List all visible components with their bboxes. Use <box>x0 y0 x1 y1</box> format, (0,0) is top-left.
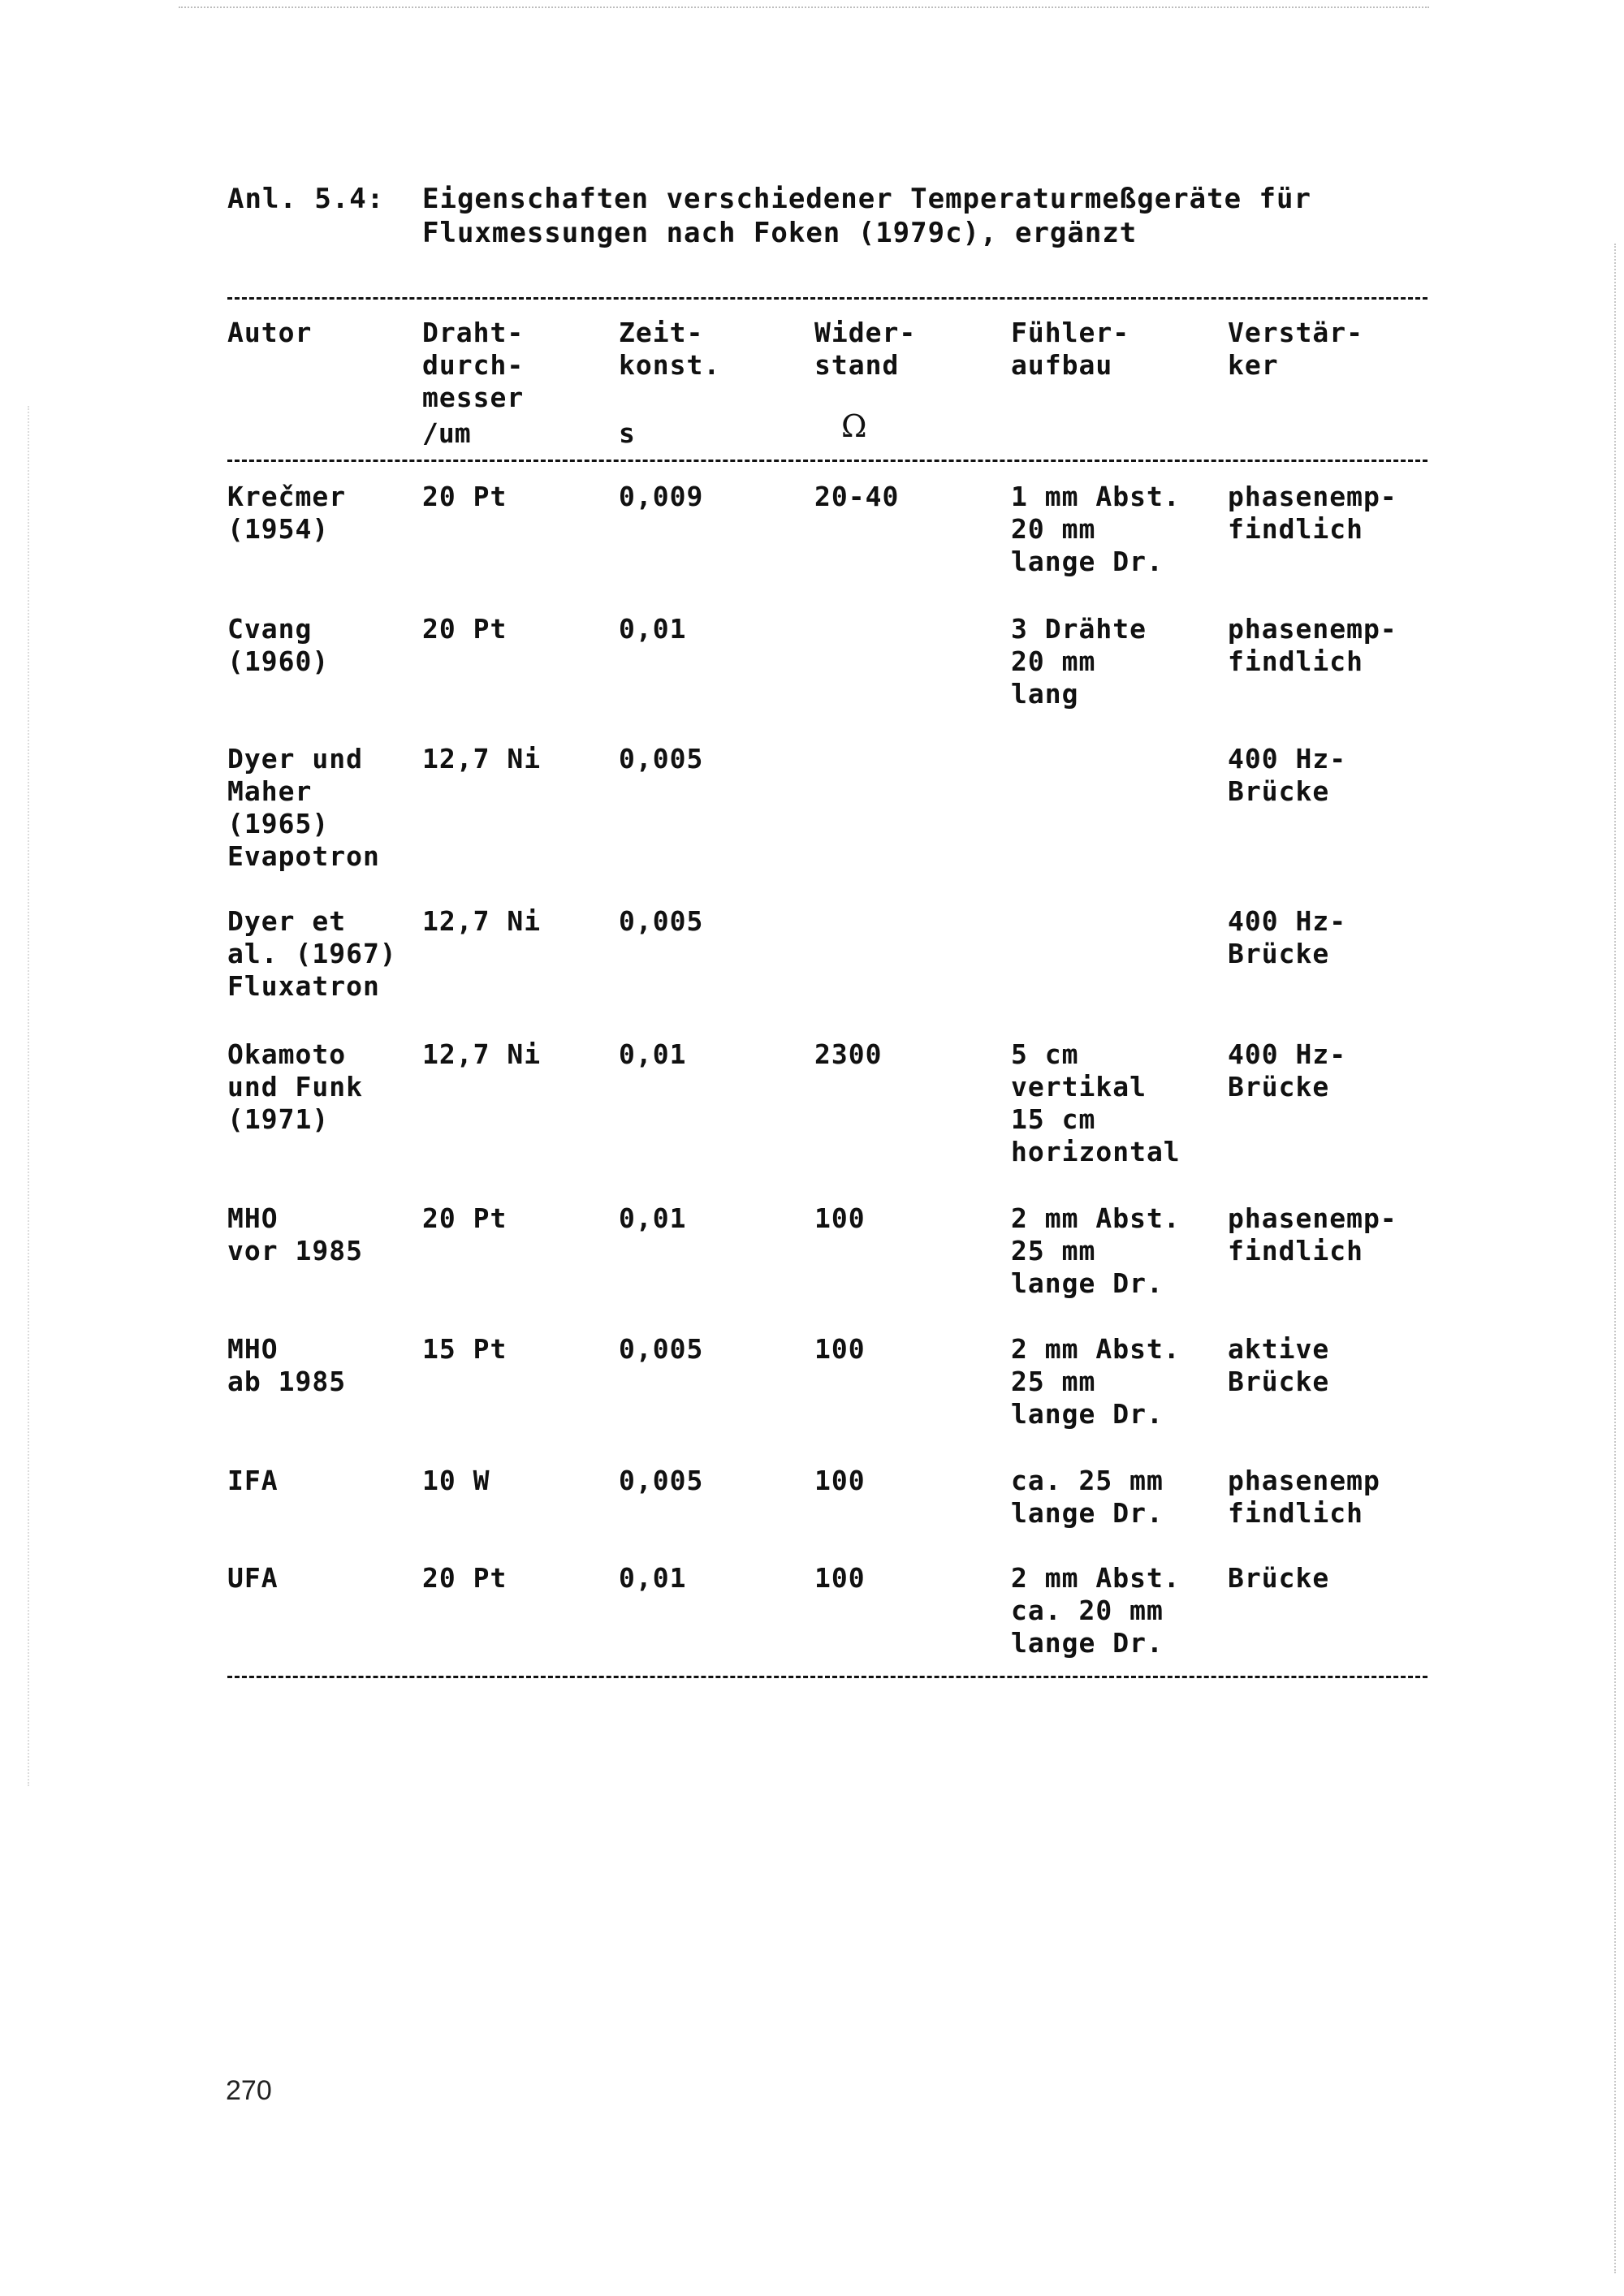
row-5-zeit: 0,01 <box>619 1202 687 1234</box>
row-6-widerstand: 100 <box>814 1333 866 1365</box>
scan-edge-right <box>1611 244 1616 2273</box>
row-8-draht: 20 Pt <box>422 1562 508 1594</box>
row-5-verstaerker: phasenemp- findlich <box>1228 1202 1397 1267</box>
row-4-draht: 12,7 Ni <box>422 1038 542 1070</box>
row-1-zeit: 0,01 <box>619 613 687 645</box>
row-6-aufbau: 2 mm Abst. 25 mm lange Dr. <box>1011 1333 1181 1430</box>
row-7-verstaerker: phasenemp findlich <box>1228 1465 1380 1529</box>
row-0-draht: 20 Pt <box>422 481 508 512</box>
row-1-draht: 20 Pt <box>422 613 508 645</box>
row-6-autor: MHO ab 1985 <box>227 1333 347 1397</box>
row-7-draht: 10 W <box>422 1465 490 1496</box>
row-2-verstaerker: 400 Hz- Brücke <box>1228 743 1347 807</box>
row-3-zeit: 0,005 <box>619 905 704 937</box>
row-2-draht: 12,7 Ni <box>422 743 542 775</box>
row-4-aufbau: 5 cm vertikal 15 cm horizontal <box>1011 1038 1181 1167</box>
header-fuehleraufbau: Fühler- aufbau <box>1011 317 1130 381</box>
row-0-widerstand: 20-40 <box>814 481 900 512</box>
row-3-verstaerker: 400 Hz- Brücke <box>1228 905 1347 969</box>
unit-drahtdurchmesser: /um <box>422 417 471 449</box>
row-8-aufbau: 2 mm Abst. ca. 20 mm lange Dr. <box>1011 1562 1181 1659</box>
row-7-zeit: 0,005 <box>619 1465 704 1496</box>
header-verstaerker: Verstär- ker <box>1228 317 1363 381</box>
row-1-verstaerker: phasenemp- findlich <box>1228 613 1397 677</box>
row-1-autor: Cvang (1960) <box>227 613 330 677</box>
row-8-widerstand: 100 <box>814 1562 866 1594</box>
row-4-zeit: 0,01 <box>619 1038 687 1070</box>
row-5-aufbau: 2 mm Abst. 25 mm lange Dr. <box>1011 1202 1181 1299</box>
header-zeitkonstante: Zeit- konst. <box>619 317 721 381</box>
row-7-autor: IFA <box>227 1465 279 1496</box>
row-6-verstaerker: aktive Brücke <box>1228 1333 1330 1397</box>
caption-prefix: Anl. 5.4: <box>227 183 385 215</box>
unit-zeitkonstante: s <box>619 417 635 449</box>
row-0-autor: Krečmer (1954) <box>227 481 347 545</box>
row-8-verstaerker: Brücke <box>1228 1562 1330 1594</box>
row-0-aufbau: 1 mm Abst. 20 mm lange Dr. <box>1011 481 1181 577</box>
row-1-aufbau: 3 Drähte 20 mm lang <box>1011 613 1147 710</box>
row-7-widerstand: 100 <box>814 1465 866 1496</box>
scan-edge-left <box>28 406 31 1786</box>
row-5-widerstand: 100 <box>814 1202 866 1234</box>
page-number: 270 <box>226 2075 272 2106</box>
row-8-zeit: 0,01 <box>619 1562 687 1594</box>
scan-edge-dots <box>179 6 1429 8</box>
row-2-autor: Dyer und Maher (1965) Evapotron <box>227 743 380 872</box>
row-0-zeit: 0,009 <box>619 481 704 512</box>
row-4-widerstand: 2300 <box>814 1038 883 1070</box>
row-5-autor: MHO vor 1985 <box>227 1202 363 1267</box>
header-drahtdurchmesser: Draht- durch- messer <box>422 317 525 413</box>
row-8-autor: UFA <box>227 1562 279 1594</box>
row-6-zeit: 0,005 <box>619 1333 704 1365</box>
row-7-aufbau: ca. 25 mm lange Dr. <box>1011 1465 1164 1529</box>
header-autor: Autor <box>227 317 313 348</box>
row-6-draht: 15 Pt <box>422 1333 508 1365</box>
row-3-autor: Dyer et al. (1967) Fluxatron <box>227 905 397 1002</box>
table-header-rule <box>227 460 1427 462</box>
row-3-draht: 12,7 Ni <box>422 905 542 937</box>
caption-line-2: Fluxmessungen nach Foken (1979c), ergänzt <box>422 217 1138 249</box>
header-widerstand: Wider- stand <box>814 317 917 381</box>
caption-line-1: Eigenschaften verschiedener Temperaturmeßgeräte für <box>422 183 1311 215</box>
table-top-rule <box>227 297 1427 300</box>
unit-widerstand: Ω <box>841 408 867 444</box>
row-2-zeit: 0,005 <box>619 743 704 775</box>
row-0-verstaerker: phasenemp- findlich <box>1228 481 1397 545</box>
table-bottom-rule <box>227 1676 1427 1678</box>
row-5-draht: 20 Pt <box>422 1202 508 1234</box>
row-4-autor: Okamoto und Funk (1971) <box>227 1038 363 1135</box>
row-4-verstaerker: 400 Hz- Brücke <box>1228 1038 1347 1103</box>
